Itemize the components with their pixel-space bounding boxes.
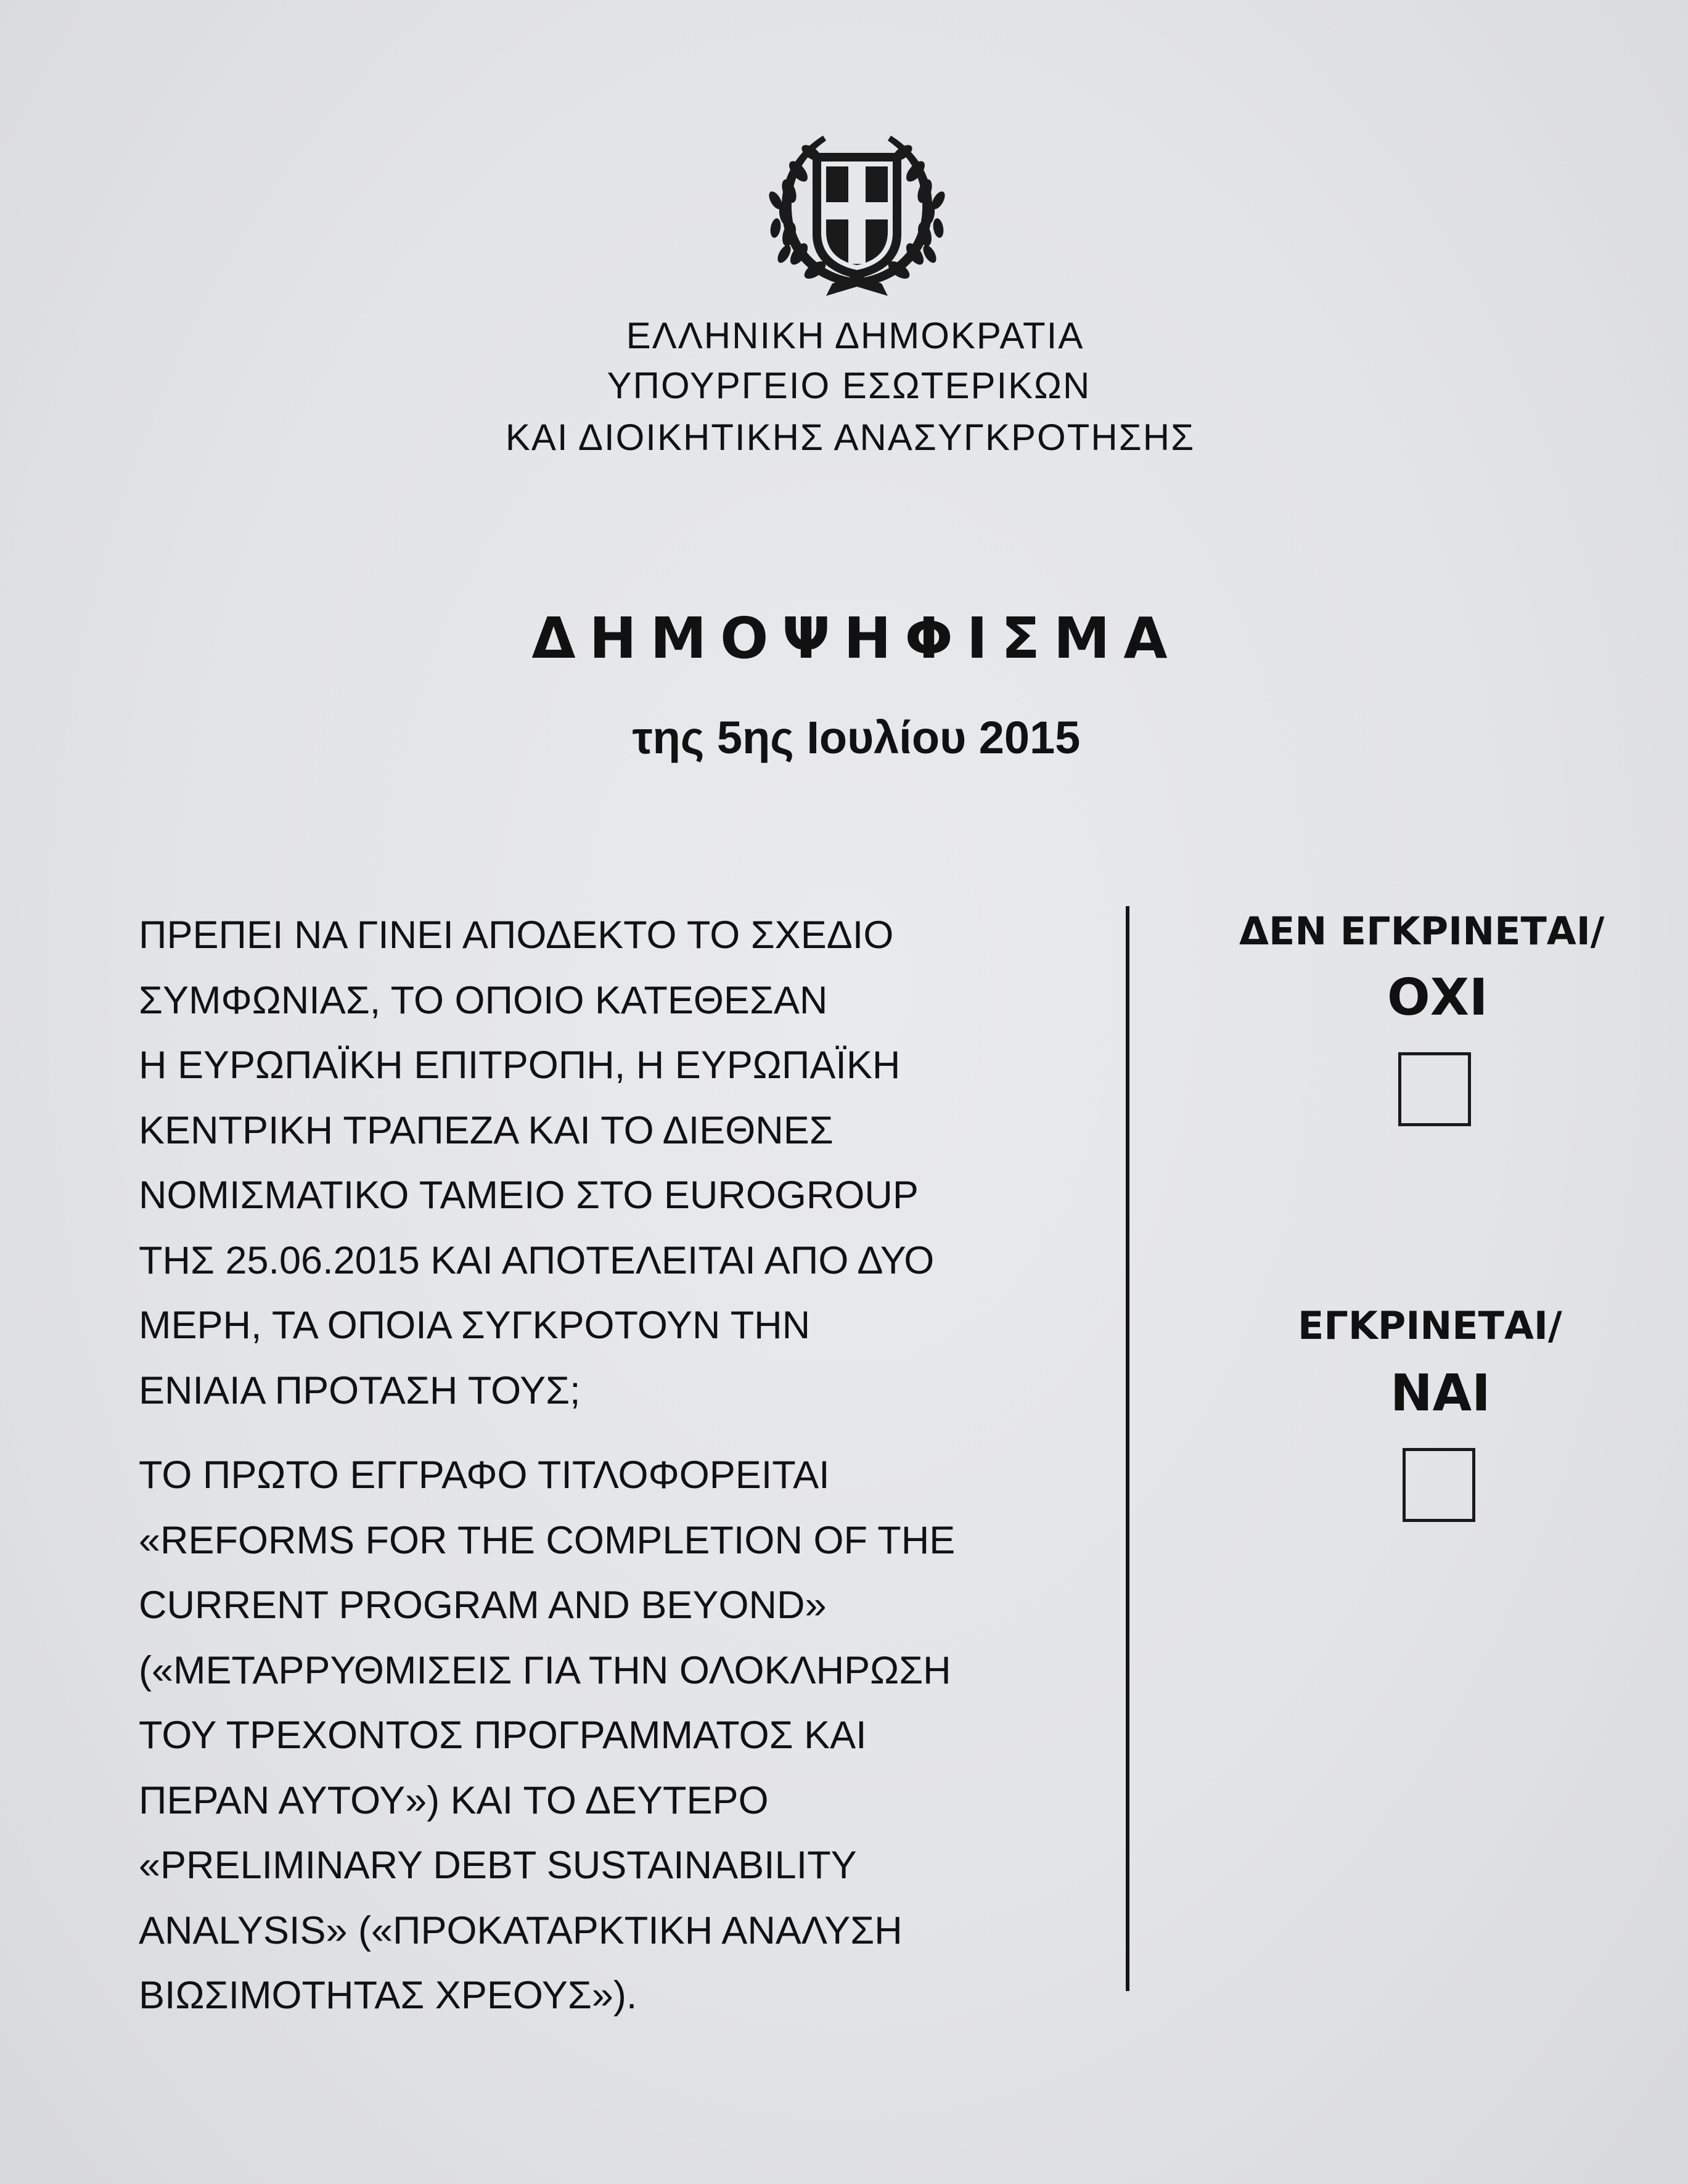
- question-line: ANALYSIS» («ΠΡΟΚΑΤΑΡΚΤΙΚΗ ΑΝΑΛΥΣΗ: [139, 1908, 903, 1952]
- vote-yes-checkbox[interactable]: [1403, 1448, 1475, 1522]
- question-line: ΤΗΣ 25.06.2015 ΚΑΙ ΑΠΟΤΕΛΕΙΤΑΙ ΑΠΟ ΔΥΟ: [139, 1238, 935, 1282]
- paragraph-gap: [139, 1423, 1113, 1443]
- question-line: ΠΕΡΑΝ ΑΥΤΟΥ») ΚΑΙ ΤΟ ΔΕΥΤΕΡΟ: [139, 1778, 769, 1822]
- question-line: («ΜΕΤΑΡΡΥΘΜΙΣΕΙΣ ΓΙΑ ΤΗΝ ΟΛΟΚΛΗΡΩΣΗ: [139, 1648, 951, 1692]
- question-line: ΚΕΝΤΡΙΚΗ ΤΡΑΠΕΖΑ ΚΑΙ ΤΟ ΔΙΕΘΝΕΣ: [139, 1108, 834, 1152]
- question-line: ΠΡΕΠΕΙ ΝΑ ΓΙΝΕΙ ΑΠΟΔΕΚΤΟ ΤΟ ΣΧΕΔΙΟ: [139, 914, 894, 957]
- choice-no-short: ΟΧΙ: [1387, 968, 1488, 1027]
- ballot-date: της 5ης Ιουλίου 2015: [632, 712, 1081, 763]
- question-line: ΝΟΜΙΣΜΑΤΙΚΟ ΤΑΜΕΙΟ ΣΤΟ EUROGROUP: [139, 1174, 919, 1217]
- question-line: CURRENT PROGRAM AND BEYOND»: [139, 1584, 827, 1627]
- question-line: ΤΟΥ ΤΡΕΧΟΝΤΟΣ ΠΡΟΓΡΑΜΜΑΤΟΣ ΚΑΙ: [139, 1714, 867, 1757]
- question-line: «PRELIMINARY DEBT SUSTAINABILITY: [139, 1844, 857, 1887]
- question-line: Η ΕΥΡΩΠΑΪΚΗ ΕΠΙΤΡΟΠΗ, Η ΕΥΡΩΠΑΪΚΗ: [139, 1044, 901, 1087]
- greek-coat-of-arms-icon: [764, 117, 949, 302]
- question-line: ΕΝΙΑΙΑ ΠΡΟΤΑΣΗ ΤΟΥΣ;: [139, 1368, 581, 1412]
- choice-yes-short: ΝΑΙ: [1390, 1364, 1491, 1423]
- ballot-title: ΔΗΜΟΨΗΦΙΣΜΑ: [531, 605, 1181, 671]
- column-divider: [1126, 906, 1129, 1991]
- question-line: ΒΙΩΣΙΜΟΤΗΤΑΣ ΧΡΕΟΥΣ»).: [139, 1974, 637, 2017]
- header-ministry: ΥΠΟΥΡΓΕΙΟ ΕΣΩΤΕΡΙΚΩΝ: [607, 365, 1091, 406]
- question-line: «REFORMS FOR THE COMPLETION OF THE: [139, 1518, 956, 1562]
- question-line: ΣΥΜΦΩΝΙΑΣ, ΤΟ ΟΠΟΙΟ ΚΑΤΕΘΕΣΑΝ: [139, 978, 828, 1022]
- question-line: ΜΕΡΗ, ΤΑ ΟΠΟΙΑ ΣΥΓΚΡΟΤΟΥΝ ΤΗΝ: [139, 1304, 811, 1347]
- question-line: ΤΟ ΠΡΩΤΟ ΕΓΓΡΑΦΟ ΤΙΤΛΟΦΟΡΕΙΤΑΙ: [139, 1454, 830, 1497]
- choice-yes-label: ΕΓΚΡΙΝΕΤΑΙ/: [1298, 1303, 1562, 1348]
- header-country: ΕΛΛΗΝΙΚΗ ΔΗΜΟΚΡΑΤΙΑ: [626, 315, 1084, 356]
- referendum-question: [139, 903, 1113, 2029]
- vote-no-checkbox[interactable]: [1398, 1052, 1471, 1126]
- choice-no-label: ΔΕΝ ΕΓΚΡΙΝΕΤΑΙ/: [1239, 909, 1605, 954]
- header-ministry-continued: ΚΑΙ ΔΙΟΙΚΗΤΙΚΗΣ ΑΝΑΣΥΓΚΡΟΤΗΣΗΣ: [505, 417, 1195, 458]
